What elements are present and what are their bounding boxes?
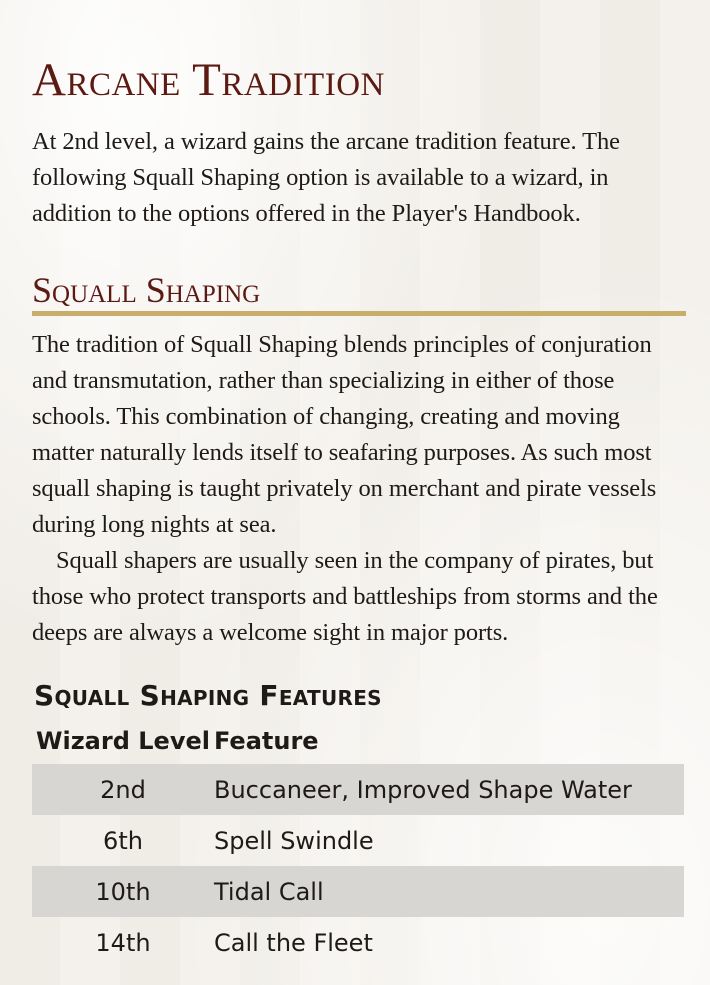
column-header-level: Wizard Level xyxy=(36,727,210,755)
feature-cell: Call the Fleet xyxy=(214,928,373,957)
subsection-divider xyxy=(32,311,686,316)
page xyxy=(32,0,686,985)
level-cell: 10th xyxy=(32,866,214,917)
intro-paragraph: At 2nd level, a wizard gains the arcane tradition feature. The following Squall Shaping option is available to a wizard, in addition to the options offered in the Player's Handbook. xyxy=(32,128,620,227)
feature-cell: Spell Swindle xyxy=(214,826,374,855)
table-header-row xyxy=(32,718,684,764)
table-title: Squall Shaping Features xyxy=(34,679,382,712)
column-header-feature: Feature xyxy=(214,727,319,755)
table-row xyxy=(32,815,684,866)
feature-cell: Tidal Call xyxy=(214,866,684,917)
feature-cell: Buccaneer, Improved Shape Water xyxy=(214,764,684,815)
table-row xyxy=(32,764,684,815)
body-paragraph: Squall shapers are usually seen in the company of pirates, but those who protect transports and battleships from storms and the deeps are always a welcome sight in major ports. xyxy=(32,547,658,646)
table-row xyxy=(32,866,684,917)
level-cell: 2nd xyxy=(32,764,214,815)
level-cell: 6th xyxy=(103,826,143,855)
body-paragraph: The tradition of Squall Shaping blends principles of conjuration and transmutation, rather than specializing in either of those schools. This combination of changing, creating and moving matter naturally lends itself to seafaring purposes. As such most squall shaping is taught privately on merchant and pirate vessels during long nights at sea. xyxy=(32,331,657,538)
subsection-body xyxy=(32,327,686,651)
level-cell: 14th xyxy=(95,928,151,957)
table-row xyxy=(32,917,684,968)
features-table xyxy=(32,718,684,968)
subsection-title: Squall Shaping xyxy=(32,270,261,310)
section-title: Arcane Tradition xyxy=(32,54,385,106)
